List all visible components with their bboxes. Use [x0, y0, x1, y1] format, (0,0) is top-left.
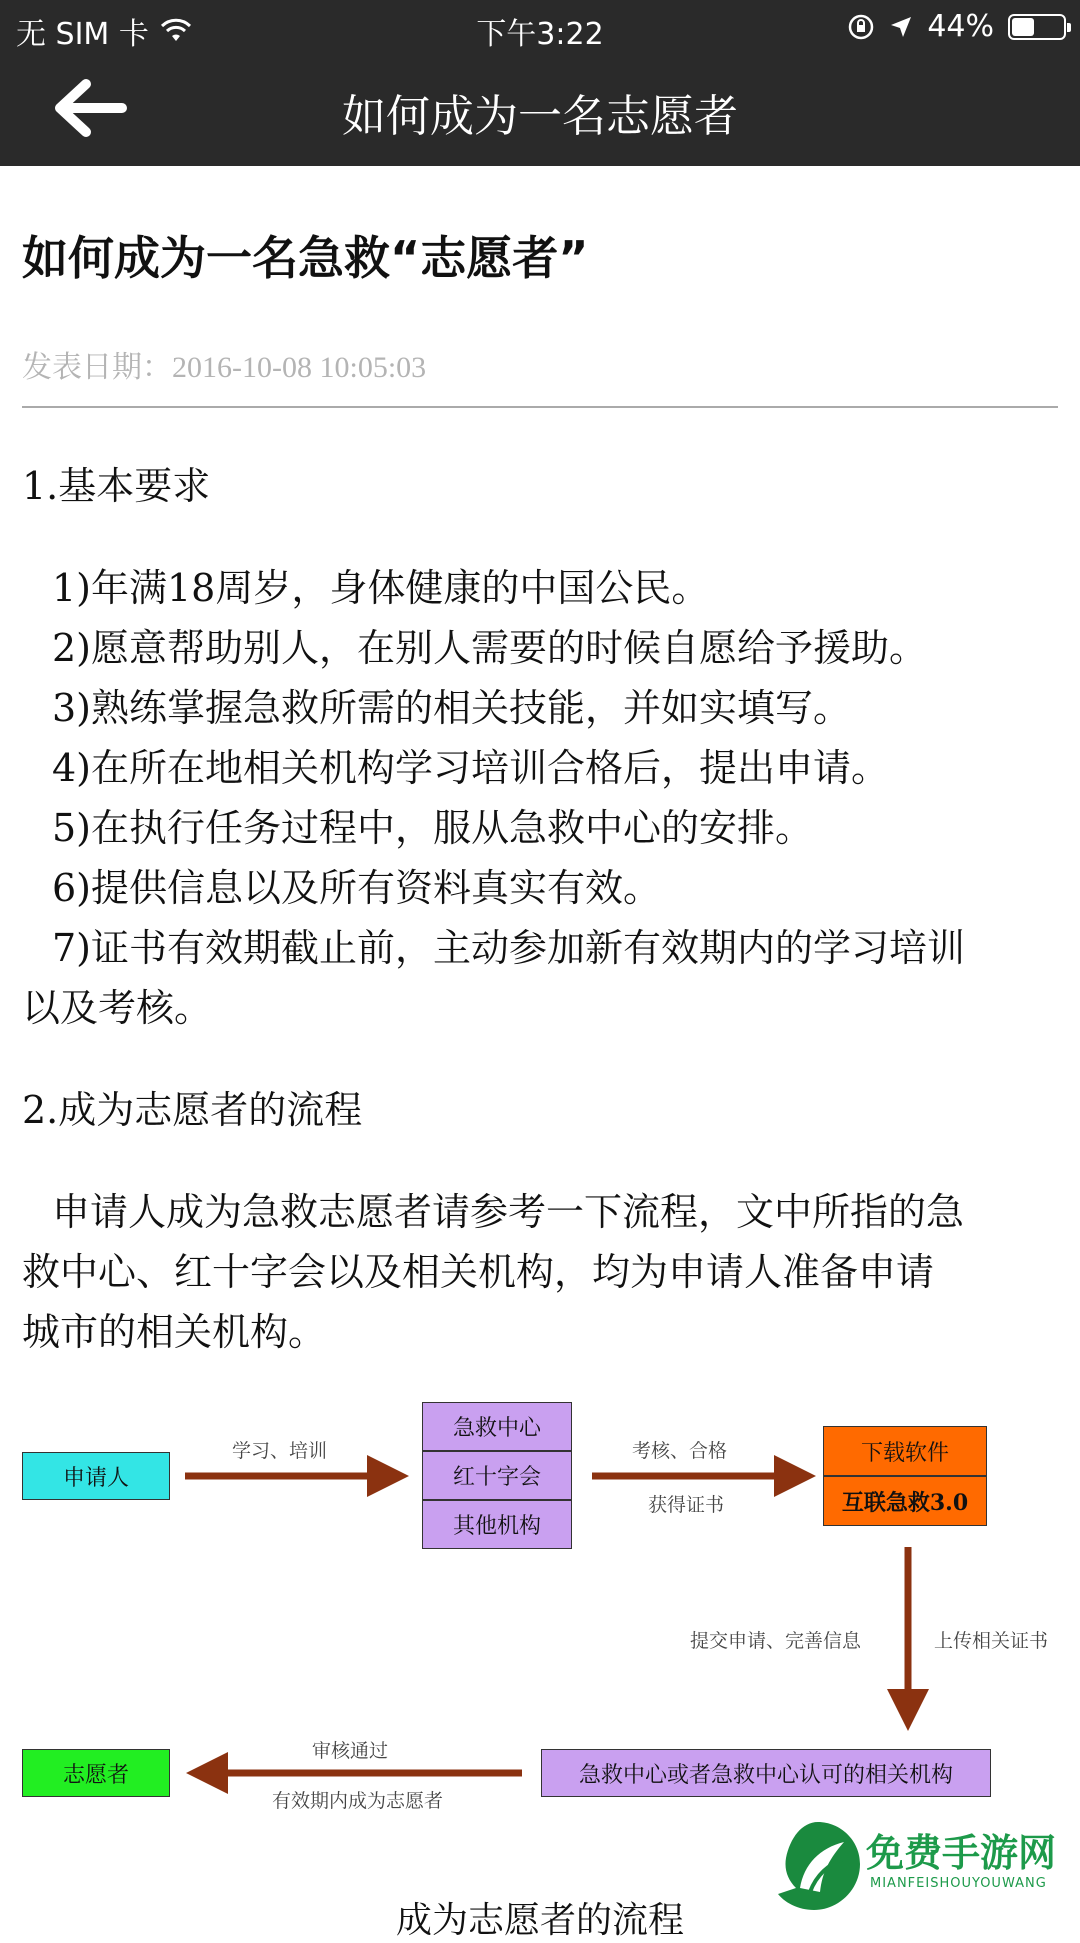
app-name-box: 互联急救3.0: [823, 1476, 987, 1526]
status-bar: [0, 0, 1080, 54]
page-title: 如何成为一名志愿者: [342, 91, 738, 142]
applicant-box: 申请人: [22, 1452, 170, 1500]
paragraph-line: 城市的相关机构。: [22, 1310, 327, 1354]
process-paragraph: [22, 1182, 1062, 1362]
list-item: 5)在执行任务过程中，服从急救中心的安排。: [52, 806, 814, 850]
label-cert: 获得证书: [648, 1494, 725, 1516]
label-approved: 审核通过: [312, 1740, 389, 1762]
org-box: 红十字会: [422, 1451, 572, 1500]
org-box: 急救中心: [422, 1402, 572, 1451]
section-heading-requirements: 1.基本要求: [22, 464, 211, 508]
list-item: 1)年满18周岁，身体健康的中国公民。: [52, 566, 710, 610]
watermark-text: 免费手游网: [866, 1831, 1057, 1875]
org-box: 其他机构: [422, 1500, 572, 1549]
divider: [22, 406, 1058, 408]
battery-percent: 44%: [927, 9, 994, 44]
battery-icon: [1008, 14, 1066, 40]
status-time: 下午3:22: [476, 17, 604, 52]
requirements-list: [22, 558, 1062, 1038]
list-item: 2)愿意帮助别人，在别人需要的时候自愿给予援助。: [52, 626, 928, 670]
paragraph-line: 申请人成为急救志愿者请参考一下流程，文中所指的急: [52, 1190, 965, 1234]
process-flowchart: [0, 1390, 1080, 1860]
list-item: 4)在所在地相关机构学习培训合格后，提出申请。: [52, 746, 890, 790]
rotation-lock-icon: [847, 13, 875, 41]
volunteer-box: 志愿者: [22, 1749, 170, 1797]
section-heading-process: 2.成为志愿者的流程: [22, 1088, 363, 1132]
list-item-continuation: 以及考核。: [22, 986, 213, 1030]
label-submit: 提交申请、完善信息: [690, 1630, 862, 1652]
article-title: 如何成为一名急救“志愿者”: [22, 231, 589, 285]
download-software-box: 下载软件: [823, 1426, 987, 1476]
carrier-label: 无 SIM 卡: [16, 17, 149, 52]
label-valid: 有效期内成为志愿者: [272, 1790, 444, 1812]
top-bar: [0, 0, 1080, 166]
label-upload: 上传相关证书: [934, 1630, 1049, 1652]
list-item: 6)提供信息以及所有资料真实有效。: [52, 866, 662, 910]
watermark: [770, 1812, 1070, 1916]
label-exam: 考核、合格: [632, 1440, 728, 1462]
flowchart-caption: 成为志愿者的流程: [395, 1900, 684, 1941]
nav-bar: [0, 54, 1080, 166]
list-item: 3)熟练掌握急救所需的相关技能，并如实填写。: [52, 686, 852, 730]
publish-date: 发表日期：2016-10-08 10:05:03: [22, 351, 427, 384]
watermark-subtext: MIANFEISHOUYOUWANG: [870, 1876, 1047, 1891]
location-arrow-icon: [889, 15, 913, 39]
review-org-box: 急救中心或者急救中心认可的相关机构: [541, 1749, 991, 1797]
list-item: 7)证书有效期截止前，主动参加新有效期内的学习培训: [52, 926, 966, 970]
label-train: 学习、培训: [232, 1440, 328, 1462]
paragraph-line: 救中心、红十字会以及相关机构，均为申请人准备申请: [22, 1250, 935, 1294]
watermark-logo-icon: [770, 1818, 866, 1914]
